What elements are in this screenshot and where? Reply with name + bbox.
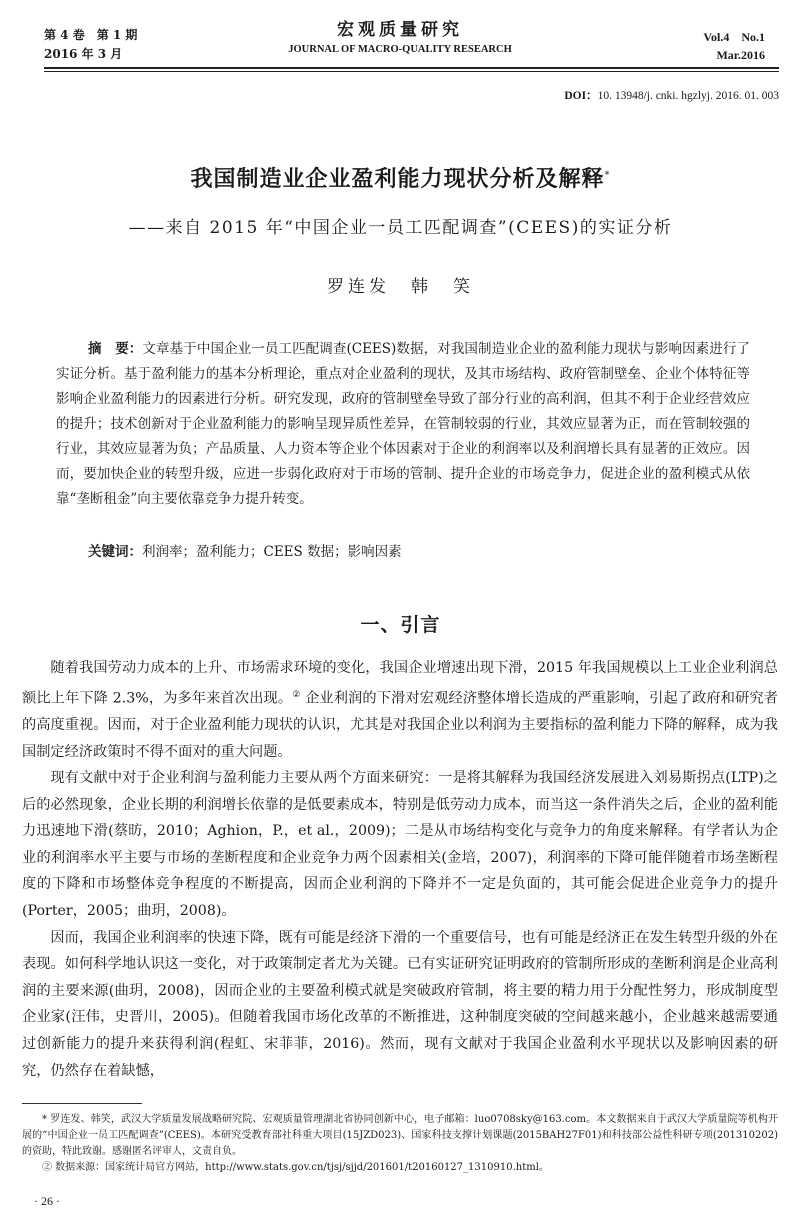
title-footnote-mark: *: [604, 169, 611, 181]
footnote-author: * 罗连发、韩笑，武汉大学质量发展战略研究院、宏观质量管理湖北省协同创新中心，电子邮箱：luo0708sky@163.com。本文数据来自于武汉大学质量院等机构开展的“中国企业一员工匹配调查”(CEES)。本研究受教育部社科重大项目(15JZD023)、国家科技支撑计划课题(2015BAH27F01)和科技部公益性科研专项(201310202)的资助，特此致谢。感谢匿名评审人，文责自负。: [22, 1114, 778, 1157]
journal-title-en: JOURNAL OF MACRO-QUALITY RESEARCH: [288, 44, 512, 55]
keywords-label: 关键词：: [88, 544, 142, 560]
doi-label: DOI：: [564, 90, 598, 102]
paragraph-text: 企业利润的下滑对宏观经济整体增长造成的严重影响，引起了政府和研究者的高度重视。因而，对于企业盈利能力现状的认识，尤其是对我国企业以利润为主要指标的盈利能力下降的解释，成为我国制定经济政策时不得不面对的重大问题。: [22, 690, 778, 760]
footnotes: [22, 1112, 778, 1176]
doi: [564, 87, 779, 103]
header-rule-thin: [44, 71, 779, 72]
journal-masthead: [240, 18, 560, 58]
date-line-en: Mar.2016: [716, 48, 765, 62]
page-number: · 26 ·: [34, 1194, 60, 1208]
article-subtitle: ——来自 2015 年“中国企业一员工匹配调查”(CEES)的实证分析: [128, 218, 673, 238]
article-title: [0, 162, 801, 193]
date-line: 2016 年 3 月: [44, 47, 123, 61]
volume-line-en: Vol.4 No.1: [703, 30, 765, 44]
section-heading: 一、引言: [360, 614, 441, 636]
footnote-ref[interactable]: ②: [292, 689, 301, 700]
keywords: [88, 540, 748, 565]
keywords-text: 利润率；盈利能力；CEES 数据；影响因素: [142, 544, 402, 560]
volume-issue: [44, 26, 137, 64]
footnote-data-source: ② 数据来源：国家统计局官方网站，http://www.stats.gov.cn/tjsj/sjjd/201601/t20160127_1310910.html。: [42, 1162, 549, 1173]
volume-line: 第 4 卷 第 1 期: [44, 28, 138, 42]
authors: 罗连发 韩 笑: [327, 277, 474, 297]
body-text: [22, 655, 778, 1084]
journal-title-cn: 宏观质量研究: [337, 20, 463, 40]
article-title-text: 我国制造业企业盈利能力现状分析及解释: [190, 167, 605, 192]
abstract-label: 摘 要：: [88, 341, 143, 357]
header-rule-thick: [44, 67, 779, 69]
paragraph: 因而，我国企业利润率的快速下降，既有可能是经济下滑的一个重要信号，也有可能是经济正在发生转型升级的外在表现。如何科学地认识这一变化，对于政策制定者尤为关键。已有实证研究证明政府的管制所形成的垄断利润是企业高利润的主要来源(曲玥，2008)，因而企业的主要盈利模式就是突破政府管制，将主要的精力用于分配性努力，形成制度型企业家(汪伟，史晋川，2005)。但随着我国市场化改革的不断推进，这种制度突破的空间越来越小，企业越来越需要通过创新能力的提升来获得利润(程虹、宋菲菲，2016)。然而，现有文献对于我国企业盈利水平现状以及影响因素的研究，仍然存在着缺憾，: [22, 929, 778, 1079]
abstract: [56, 337, 750, 512]
paragraph: [22, 655, 778, 765]
paragraph: 现有文献中对于企业利润与盈利能力主要从两个方面来研究：一是将其解释为我国经济发展进入刘易斯拐点(LTP)之后的必然现象，企业长期的利润增长依靠的是低要素成本，特别是低劳动力成本，而当这一条件消失之后，企业的盈利能力迅速地下滑(蔡昉，2010；Aghion，P.，et al.，2009)；二是从市场结构变化与竞争力的角度来解释。有学者认为企业的利润率水平主要与市场的垄断程度和企业竞争力两个因素相关(金培，2007)，利润率的下降可能伴随着市场垄断程度的下降和市场整体竞争程度的不断提高，因而企业利润的下降并不一定是负面的，其可能会促进企业竞争力的提升(Porter，2005；曲玥，2008)。: [22, 770, 778, 920]
volume-issue-en: [703, 28, 765, 64]
abstract-text: 文章基于中国企业一员工匹配调查(CEES)数据，对我国制造业企业的盈利能力现状与影响因素进行了实证分析。基于盈利能力的基本分析理论，重点对企业盈利的现状，及其市场结构、政府管制壁垒、企业个体特征等影响企业盈利能力的因素进行分析。研究发现，政府的管制壁垒导致了部分行业的高利润，但其不利于企业经营效应的提升；技术创新对于企业盈利能力的影响呈现异质性差异，在管制较弱的行业，其效应显著为正，而在管制较强的行业，其效应显著为负；产品质量、人力资本等企业个体因素对于企业的利润率以及利润增长具有显著的正效应。因而，要加快企业的转型升级，应进一步弱化政府对于市场的管制、提升企业的市场竞争力，促进企业的盈利模式从依靠“垄断租金”向主要依靠竞争力提升转变。: [56, 341, 750, 507]
doi-value: 10. 13948/j. cnki. hgzlyj. 2016. 01. 003: [597, 90, 779, 102]
footnote-divider: [22, 1103, 142, 1104]
paragraph-text: 随着我国劳动力成本的上升、市场需求环境的变化，我国企业增速出现下滑，2015 年我国规模以上工业企业利润总额比上年下降 2.3%，为多年来首次出现。: [22, 660, 778, 707]
